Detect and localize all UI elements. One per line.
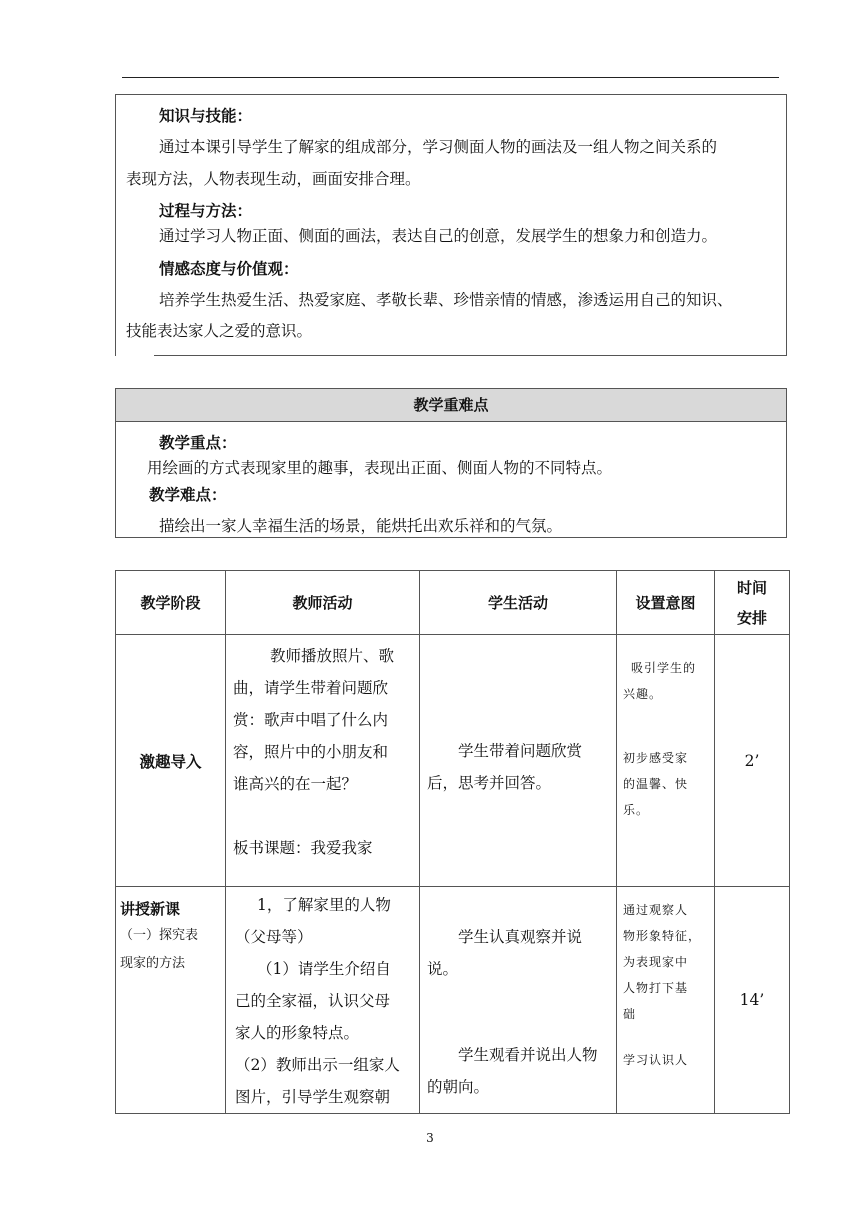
text-line: 的温馨、快 <box>623 777 689 791</box>
key-points-title: 教学重难点 <box>116 389 786 422</box>
header-rule <box>122 77 779 78</box>
text-line: 曲，请学生带着问题欣 <box>233 679 389 697</box>
student-activity <box>420 635 616 799</box>
text-line: 初步感受家 <box>623 751 689 765</box>
text-line: 通过观察人 <box>623 903 689 917</box>
text-line: 为表现家中 <box>623 955 689 969</box>
text-line: 板书课题：我爱我家 <box>233 839 373 857</box>
stage-label: 激趣导入 <box>139 752 202 771</box>
table-row <box>116 887 790 1114</box>
difficult-text: 描绘出一家人幸福生活的场景，能烘托出欢乐祥和的气氛。 <box>159 517 563 535</box>
text-line: （父母等） <box>235 928 313 946</box>
header-time <box>715 571 790 635</box>
text-line: 人物打下基 <box>623 981 689 995</box>
time-value: 14’ <box>739 991 765 1009</box>
intent-text <box>617 887 714 1073</box>
objective-heading-process: 过程与方法： <box>159 202 253 220</box>
text-line: 图片，引导学生观察朝 <box>235 1088 391 1106</box>
table-header-row <box>116 571 790 635</box>
stage-sub: （一）探究表 <box>120 928 199 943</box>
text-line: 容，照片中的小朋友和 <box>233 743 389 761</box>
objective-text: 表现方法，人物表现生动，画面安排合理。 <box>126 170 421 188</box>
text-line: （1）请学生介绍自 <box>257 960 391 978</box>
header-teacher: 教师活动 <box>226 571 420 635</box>
objective-text: 技能表达家人之爱的意识。 <box>126 322 313 340</box>
text-line: 教师播放照片、歌 <box>270 647 395 665</box>
text-line: 1，了解家里的人物 <box>257 896 391 914</box>
header-intent: 设置意图 <box>617 571 715 635</box>
text-line: 兴趣。 <box>623 687 663 701</box>
student-activity <box>420 887 616 1103</box>
text-line: 家人的形象特点。 <box>235 1024 360 1042</box>
text-line: 乐。 <box>623 803 650 817</box>
objectives-box <box>115 94 787 356</box>
header-time-line1: 时间 <box>736 578 767 597</box>
objective-text: 通过本课引导学生了解家的组成部分，学习侧面人物的画法及一组人物之间关系的 <box>159 138 718 156</box>
text-line: 赏：歌声中唱了什么内 <box>233 711 389 729</box>
text-line: 吸引学生的 <box>631 661 697 675</box>
text-line: 谁高兴的在一起？ <box>233 775 358 793</box>
key-points-box <box>115 388 787 538</box>
stage-label: 讲授新课 <box>120 900 181 918</box>
teaching-plan-table <box>115 570 790 1114</box>
objective-heading-emotion: 情感态度与价值观： <box>159 260 299 278</box>
text-line: 础 <box>623 1007 637 1021</box>
table-row <box>116 635 790 887</box>
border-gap <box>116 355 154 356</box>
intent-text <box>617 635 714 823</box>
key-heading: 教学重点： <box>159 434 237 452</box>
text-line: 说。 <box>427 960 459 978</box>
page-number: 3 <box>426 1131 434 1145</box>
stage-sub: 现家的方法 <box>120 956 186 971</box>
header-student: 学生活动 <box>420 571 617 635</box>
key-text: 用绘画的方式表现家里的趣事，表现出正面、侧面人物的不同特点。 <box>147 459 613 477</box>
teacher-activity <box>226 635 419 864</box>
objective-text: 通过学习人物正面、侧面的画法，表达自己的创意，发展学生的想象力和创造力。 <box>159 227 718 245</box>
text-line: 学生观看并说出人物 <box>458 1046 598 1064</box>
difficult-heading: 教学难点： <box>149 486 227 504</box>
text-line: 物形象特征， <box>623 929 702 943</box>
text-line: 的朝向。 <box>427 1078 490 1096</box>
header-time-line2: 安排 <box>736 608 767 627</box>
objective-heading-knowledge: 知识与技能： <box>159 107 253 125</box>
header-stage: 教学阶段 <box>116 571 226 635</box>
time-value: 2’ <box>744 751 760 770</box>
objective-text: 培养学生热爱生活、热爱家庭、孝敬长辈、珍惜亲情的情感，渗透运用自己的知识、 <box>159 291 733 309</box>
text-line: 学生带着问题欣赏 <box>458 742 583 760</box>
text-line: 后，思考并回答。 <box>427 774 552 792</box>
stage-cell <box>116 887 225 977</box>
text-line: 己的全家福，认识父母 <box>235 992 391 1010</box>
teacher-activity <box>226 887 419 1113</box>
text-line: 学生认真观察并说 <box>458 928 583 946</box>
text-line: （2）教师出示一组家人 <box>235 1056 400 1074</box>
text-line: 学习认识人 <box>623 1053 689 1067</box>
